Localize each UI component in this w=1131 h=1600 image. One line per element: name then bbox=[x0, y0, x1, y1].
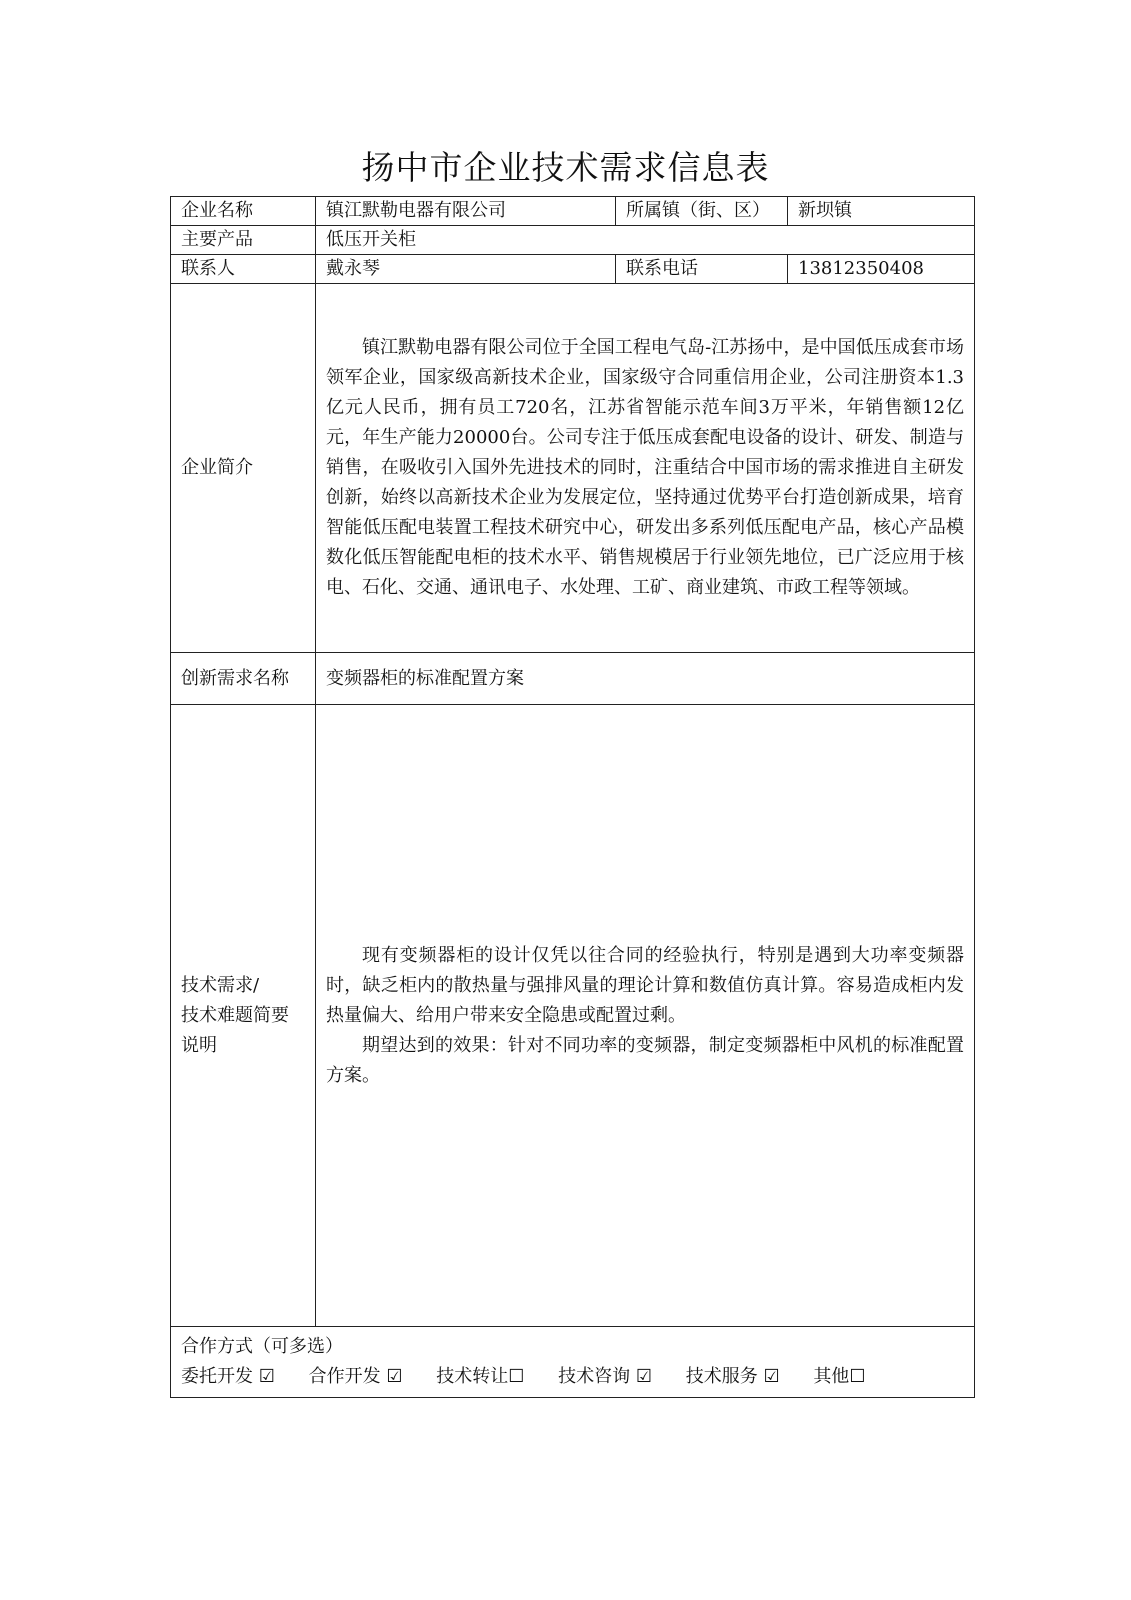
tech-cell bbox=[316, 705, 975, 1327]
demand-name-label: 创新需求名称 bbox=[171, 653, 316, 705]
coop-option-label: 技术咨询 bbox=[558, 1366, 631, 1387]
cooperation-title: 合作方式（可多选） bbox=[181, 1336, 343, 1357]
checkbox-icon[interactable]: ☑ bbox=[258, 1366, 275, 1387]
tech-text-para2: 期望达到的效果：针对不同功率的变频器，制定变频器柜中风机的标准配置方案。 bbox=[326, 1034, 964, 1086]
row-company bbox=[171, 197, 975, 226]
row-tech-demand bbox=[171, 705, 975, 1327]
products-value: 低压开关柜 bbox=[316, 226, 975, 255]
cooperation-cell bbox=[171, 1327, 975, 1398]
company-name-label: 企业名称 bbox=[171, 197, 316, 226]
checkbox-icon[interactable]: ☑ bbox=[763, 1366, 780, 1387]
demand-form-table bbox=[170, 196, 975, 1398]
checkbox-icon[interactable]: ☐ bbox=[508, 1366, 525, 1387]
tech-text-para1: 现有变频器柜的设计仅凭以往合同的经验执行，特别是遇到大功率变频器时，缺乏柜内的散热量与强排风量的理论计算和数值仿真计算。容易造成柜内发热量偏大、给用户带来安全隐患或配置过剩。 bbox=[326, 944, 964, 1026]
coop-option-label: 其他 bbox=[813, 1366, 850, 1387]
cooperation-options bbox=[181, 1362, 964, 1392]
contact-label: 联系人 bbox=[171, 255, 316, 284]
tech-label bbox=[171, 705, 316, 1327]
row-demand-name bbox=[171, 653, 975, 705]
demand-name-value: 变频器柜的标准配置方案 bbox=[316, 653, 975, 705]
coop-option-service[interactable] bbox=[686, 1362, 780, 1392]
checkbox-icon[interactable]: ☑ bbox=[635, 1366, 652, 1387]
coop-option-label: 技术服务 bbox=[685, 1366, 758, 1387]
page-title: 扬中市企业技术需求信息表 bbox=[361, 148, 770, 187]
coop-option-consult[interactable] bbox=[558, 1362, 652, 1392]
intro-cell bbox=[316, 284, 975, 653]
town-value: 新坝镇 bbox=[788, 197, 975, 226]
coop-option-joint[interactable] bbox=[309, 1362, 403, 1392]
intro-label: 企业简介 bbox=[171, 284, 316, 653]
coop-option-label: 委托开发 bbox=[181, 1366, 253, 1387]
coop-option-other[interactable] bbox=[813, 1362, 865, 1392]
coop-option-entrust[interactable] bbox=[181, 1362, 275, 1392]
coop-option-label: 合作开发 bbox=[308, 1366, 381, 1387]
row-products bbox=[171, 226, 975, 255]
contact-value: 戴永琴 bbox=[316, 255, 616, 284]
intro-text: 镇江默勒电器有限公司位于全国工程电气岛-江苏扬中，是中国低压成套市场领军企业，国家级高新技术企业，国家级守合同重信用企业，公司注册资本1.3亿元人民币，拥有员工720名，江苏省智能示范车间3万平米，年销售额12亿元，年生产能力20000台。公司专注于低压成套配电设备的设计、研发、制造与销售，在吸收引入国外先进技术的同时，注重结合中国市场的需求推进自主研发创新，始终以高新技术企业为发展定位，坚持通过优势平台打造创新成果，培育智能低压配电装置工程技术研究中心，研发出多系列低压配电产品，核心产品模数化低压智能配电柜的技术水平、销售规模居于行业领先地位，已广泛应用于核电、石化、交通、通讯电子、水处理、工矿、商业建筑、市政工程等领域。 bbox=[326, 337, 964, 598]
row-cooperation bbox=[171, 1327, 975, 1398]
company-name-value: 镇江默勒电器有限公司 bbox=[316, 197, 616, 226]
checkbox-icon[interactable]: ☐ bbox=[849, 1366, 866, 1387]
phone-value: 13812350408 bbox=[788, 255, 975, 284]
products-label: 主要产品 bbox=[171, 226, 316, 255]
tech-label-line3: 说明 bbox=[181, 1034, 217, 1056]
tech-label-line1: 技术需求/ bbox=[181, 974, 260, 996]
row-intro bbox=[171, 284, 975, 653]
tech-label-line2: 技术难题简要 bbox=[181, 1004, 289, 1026]
coop-option-transfer[interactable] bbox=[436, 1362, 524, 1392]
coop-option-label: 技术转让 bbox=[436, 1366, 509, 1387]
phone-label: 联系电话 bbox=[616, 255, 788, 284]
town-label: 所属镇（街、区） bbox=[616, 197, 788, 226]
checkbox-icon[interactable]: ☑ bbox=[386, 1366, 403, 1387]
row-contact bbox=[171, 255, 975, 284]
